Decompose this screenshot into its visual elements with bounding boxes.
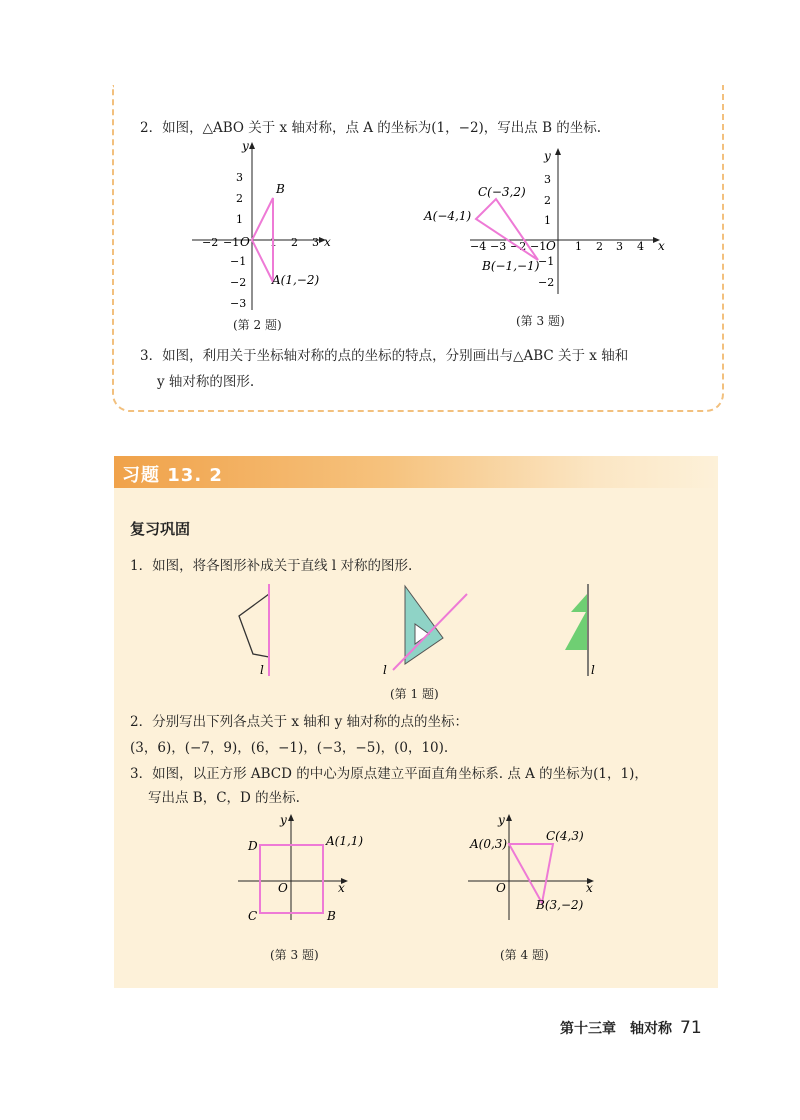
point-a-label: A(0,3) [470, 837, 508, 851]
exercise-figure-4 [462, 812, 612, 927]
point-a-label: A(1,−2) [272, 273, 320, 287]
y-tick: −1 [230, 255, 247, 268]
line-label-l: l [260, 663, 264, 677]
x-tick: −2 [202, 236, 219, 249]
tree-shape-c-bottom [565, 610, 587, 650]
y-tick: −2 [230, 276, 247, 289]
y-tick: 2 [236, 192, 243, 205]
x-tick: 2 [291, 236, 298, 249]
origin-label: O [240, 235, 250, 249]
x-tick: −2 [510, 240, 527, 253]
figure-1 [225, 580, 625, 680]
point-b-label: B [327, 909, 336, 923]
axis-x-label: x [586, 881, 593, 895]
x-tick: 3 [312, 236, 319, 249]
x-tick: −1 [223, 236, 240, 249]
exercise-question-3-line2: 写出点 B，C，D 的坐标. [148, 790, 300, 806]
line-label-l: l [383, 663, 387, 677]
figure-3-caption: (第 3 题) [516, 314, 565, 328]
axis-x-label: x [658, 239, 665, 253]
axis-y-label: y [544, 149, 551, 163]
point-b-label: B [276, 182, 285, 196]
exercise-question-2-line2: (3，6)，(−7，9)，(6，−1)，(−3，−5)，(0，10). [130, 740, 449, 756]
point-a-label: A(−4,1) [424, 209, 472, 223]
y-tick: −2 [538, 276, 555, 289]
figure-1-caption: (第 1 题) [390, 687, 439, 701]
figure-2 [186, 138, 346, 318]
point-c-label: C(4,3) [546, 829, 584, 843]
point-c-label: C [248, 909, 258, 923]
tree-shape-c-top [571, 594, 587, 612]
axis-x-label: x [338, 881, 345, 895]
practice-question-3-line2: y 轴对称的图形. [157, 374, 255, 390]
y-tick: 1 [544, 214, 551, 227]
y-tick: −3 [230, 297, 247, 310]
page-footer [560, 1018, 702, 1038]
figure-2-caption: (第 2 题) [233, 318, 282, 332]
exercise-figure-4-caption: (第 4 题) [500, 948, 549, 962]
exercise-question-2-line1: 2．分别写出下列各点关于 x 轴和 y 轴对称的点的坐标： [130, 714, 468, 730]
x-tick: 2 [596, 240, 603, 253]
symmetry-line-b [393, 594, 467, 670]
origin-label: O [546, 239, 556, 253]
x-tick: 1 [270, 236, 277, 249]
x-tick: −3 [490, 240, 507, 253]
axis-y-label: y [280, 813, 287, 827]
y-tick: 1 [236, 213, 243, 226]
point-b-label: B(−1,−1) [482, 259, 540, 273]
exercise-question-3-line1: 3．如图，以正方形 ABCD 的中心为原点建立平面直角坐标系. 点 A 的坐标为(1，1)， [130, 766, 648, 782]
y-tick: 3 [236, 171, 243, 184]
y-tick: 2 [544, 194, 551, 207]
exercise-figure-3 [232, 810, 372, 925]
section-heading: 复习巩固 [130, 520, 191, 538]
page-number: 71 [680, 1018, 702, 1038]
exercise-figure-3-caption: (第 3 题) [270, 948, 319, 962]
axis-x-label: x [324, 235, 331, 249]
exercise-title: 习题 13. 2 [122, 465, 223, 486]
point-d-label: D [248, 839, 258, 853]
point-a-label: A(1,1) [326, 834, 364, 848]
triangle-abc [509, 844, 553, 903]
axis-y-label: y [242, 139, 249, 153]
axis-y-label: y [498, 813, 505, 827]
y-tick: −1 [538, 255, 555, 268]
x-tick: −1 [530, 240, 547, 253]
x-tick: 3 [616, 240, 623, 253]
line-label-l: l [591, 663, 595, 677]
origin-label: O [278, 881, 288, 895]
chapter-label: 第十三章 轴对称 [560, 1021, 672, 1037]
figure-3 [420, 146, 670, 306]
practice-question-2: 2．如图，△ABO 关于 x 轴对称，点 A 的坐标为(1，−2)，写出点 B 的坐标. [140, 120, 602, 136]
y-tick: 3 [544, 173, 551, 186]
point-b-label: B(3,−2) [536, 898, 584, 912]
exercise-question-1: 1．如图，将各图形补成关于直线 l 对称的图形. [130, 558, 413, 574]
x-tick: −4 [470, 240, 487, 253]
practice-question-3-line1: 3．如图，利用关于坐标轴对称的点的坐标的特点，分别画出与△ABC 关于 x 轴和 [140, 348, 629, 364]
polygon-shape-a [239, 594, 269, 657]
x-tick: 1 [575, 240, 582, 253]
x-tick: 4 [637, 240, 644, 253]
origin-label: O [496, 881, 506, 895]
point-c-label: C(−3,2) [478, 185, 526, 199]
